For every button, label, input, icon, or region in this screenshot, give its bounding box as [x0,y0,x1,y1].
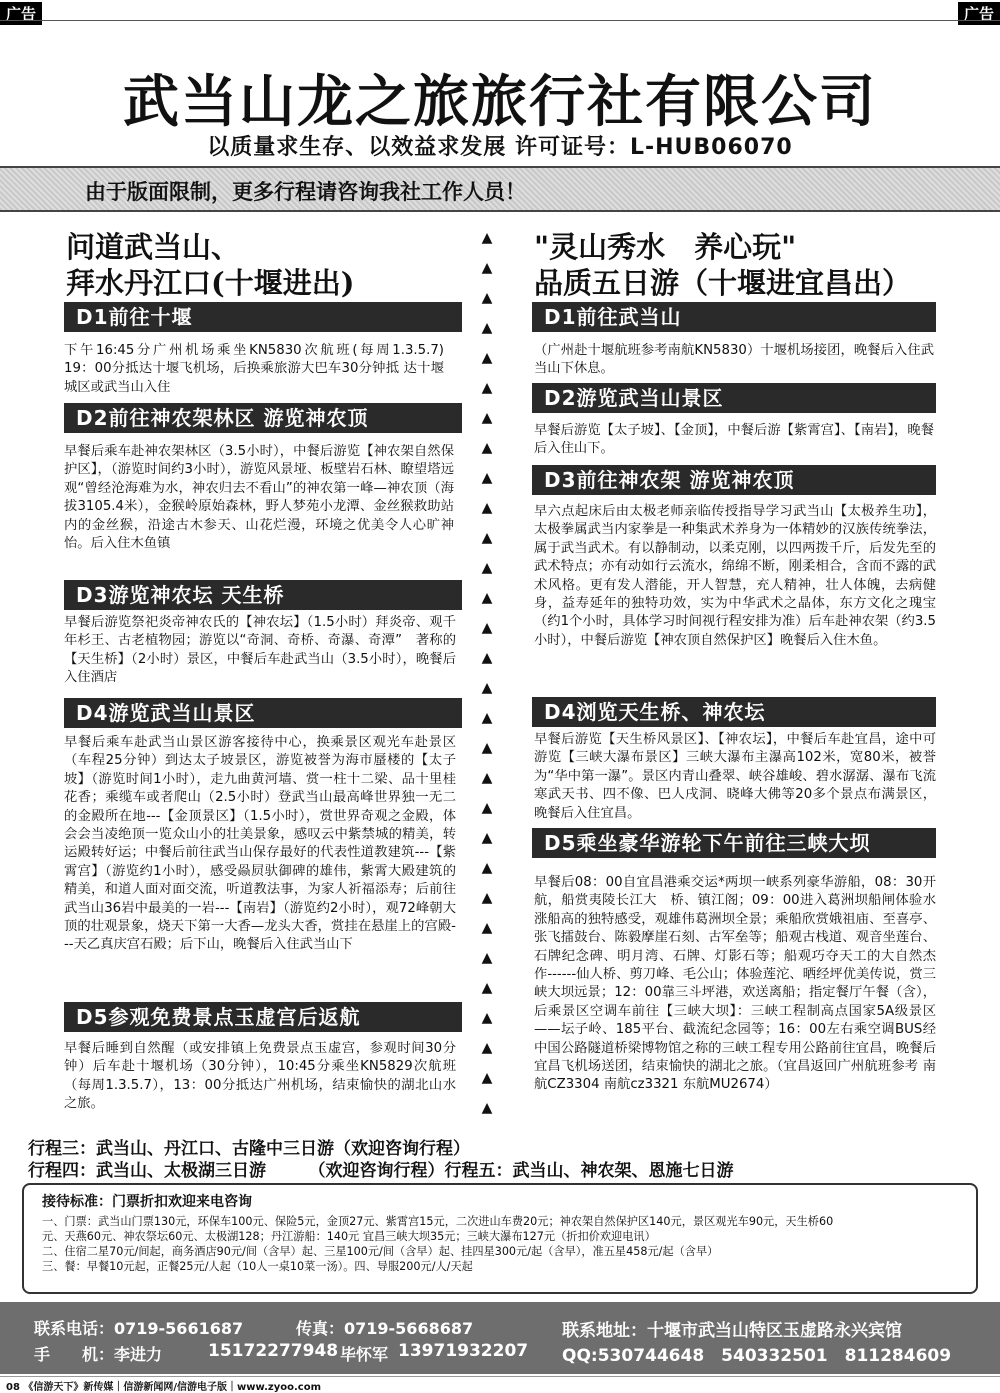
extra-route-line-2: 行程四：武当山、太极湖三日游 （欢迎咨询行程）行程五：武当山、神农架、恩施七日游 [28,1161,734,1181]
right-day5-text: 早餐后08：00自宜昌港乘交运*两坝一峡系列豪华游船，08：30开航，船赏夷陵长江大 桥、镇江阁；09：00进入葛洲坝船闸体验水涨船高的独特感受，观雄伟葛洲坝全景；乘船欣赏娥祖庙、至喜亭、张飞擂鼓台、陈毅摩崖石刻、古军垒等；船观古栈道、观音坐莲台、石牌纪念碑、明月湾、石牌、灯影石等；船观巧夺天工的大自然杰作------仙人桥、剪刀峰、毛公山；体验莲沱、晒经坪优美传说，赏三峡大坝远景；12：00靠三斗坪港，欢送离船；指定餐厅午餐（含），后乘景区空调车前往【三峡大坝】：三峡工程制高点国家5A级景区——坛子岭、185平台、截流纪念园等；16：00左右乘空调BUS经中国公路隧道桥梁博物馆之称的三峡工程专用公路前往宜昌，晚餐后宜昌飞机场送团，结束愉快的湖北之旅。（宜昌返回广州航班参考 南航CZ3304 南航cz3321 东航MU2674） [534,875,936,1093]
up-arrow-icon: ▲ [481,230,493,246]
left-day4-title: D4游览武当山景区 [64,698,462,728]
right-day2-title: D2游览武当山景区 [532,383,936,413]
up-arrow-icon: ▲ [481,860,493,876]
standard-line-3: 二、住宿二星70元/间起，商务酒店90元/间（含早）起、三星100元/间（含早）起、挂四星300元/起（含早），准五星458元/起（含早） [42,1245,719,1258]
left-day5-title: D5参观免费景点玉虚宫后返航 [64,1002,462,1032]
contact-qq: QQ:530744648 540332501 811284609 [562,1346,952,1366]
right-day3-text: 早六点起床后由太极老师亲临传授指导学习武当山【太极养生功】，太极拳属武当内家拳是一种集武术养身为一体精妙的汉族传统拳法，属于武当武术。有以静制动，以柔克刚，以四两拨千斤，后发先至的武术特点；亦有动如行云流水，绵绵不断，刚柔相合，含而不露的武术风格。更有发人潜能，开人智慧，充人精神，壮人体魄，去病健身，益寿延年的独特功效，实为中华武术之晶体，东方文化之瑰宝（约1个小时，具体学习时间视行程安排为准）后车赴神农架（约3.5小时），中餐后游览【神农顶自然保护区】晚餐后入住木鱼。 [534,504,936,648]
page-footer-divider [0,1376,1000,1377]
up-arrow-icon: ▲ [481,260,493,276]
company-slogan: 以质量求生存、以效益求发展 许可证号：L-HUB06070 [207,135,793,160]
standard-line-4: 三、餐：早餐10元起，正餐25元/人起（10人一桌10菜一汤）。四、导服200元/人/天起 [42,1260,473,1273]
up-arrow-icon: ▲ [481,1010,493,1026]
contact-mobile-label: 手 机：李进力 [34,1345,163,1364]
right-title-2: 品质五日游（十堰进宜昌出） [534,266,912,300]
up-arrow-icon: ▲ [481,1040,493,1056]
up-arrow-icon: ▲ [481,290,493,306]
up-arrow-icon: ▲ [481,800,493,816]
up-arrow-icon: ▲ [481,920,493,936]
top-divider [0,20,1000,21]
up-arrow-icon: ▲ [481,380,493,396]
left-day3-title: D3游览神农坛 天生桥 [64,580,462,610]
notice-text: 由于版面限制，更多行程请咨询我社工作人员！ [85,180,526,204]
notice-banner [0,166,1000,212]
up-arrow-icon: ▲ [481,830,493,846]
up-arrow-icon: ▲ [481,410,493,426]
right-day2-text: 早餐后游览【太子坡】、【金顶】，中餐后游【紫霄宫】、【南岩】，晚餐后入住山下。 [534,423,934,457]
up-arrow-icon: ▲ [481,560,493,576]
up-arrow-icon: ▲ [481,620,493,636]
standard-heading: 接待标准：门票折扣欢迎来电咨询 [42,1194,252,1210]
left-day4-text: 早餐后乘车赴武当山景区游客接待中心，换乘景区观光车赴景区（车程25分钟）到达太子坡景区，游览被誉为海市蜃楼的【太子坡】（游览时间1小时），走九曲黄河墙、赏一柱十二梁、品十里桂花香；乘缆车或者爬山（2.5小时）登武当山最高峰世界独一无二的金殿所在地---【金顶景区】（1.5小时），赏世界奇观之金殿，体会会当凌绝顶一览众山小的壮美景象，感叹云中紫禁城的精美，转运殿转好运；中餐后前往武当山保存最好的代表性道教建筑---【紫霄宫】（游览约1小时），感受赑屃驮御碑的雄伟，紫霄大殿建筑的精美，和道人面对面交流，听道教法事，为家人祈福添寿；后前往武当山36岩中最美的一岩---【南岩】（游览约2小时），观72峰朝大顶的壮观景象，烧天下第一大香—龙头大香，赏挂在悬崖上的宫殿---天乙真庆宫石殿；后下山，晚餐后入住武当山下 [64,735,456,953]
left-day1-title: D1前往十堰 [64,302,462,332]
up-arrow-icon: ▲ [481,1100,493,1116]
up-arrow-icon: ▲ [481,890,493,906]
extra-route-line-1: 行程三：武当山、丹江口、古隆中三日游（欢迎咨询行程） [28,1139,470,1159]
up-arrow-icon: ▲ [481,740,493,756]
contact-footer [0,1302,1000,1374]
right-title-1: "灵山秀水 养心玩" [534,230,797,264]
ad-tag-right: 广告 [958,2,1000,25]
left-day2-title: D2前往神农架林区 游览神农顶 [64,403,462,433]
left-day1-text: 下午16:45分广州机场乘坐KN5830次航班(每周1.3.5.7) 19：00分抵达十堰飞机场，后换乘旅游大巴车30分钟抵 达十堰城区或武当山入住 [64,343,471,395]
left-day2-text: 早餐后乘车赴神农架林区（3.5小时），中餐后游览【神农架自然保护区】，（游览时间约3小时），游览风景垭、板壁岩石林、瞭望塔远观“曾经沧海难为水，神农归去不看山”的神农第一峰—神农顶（海拔3105.4米），金猴岭原始森林，野人梦苑小龙潭、金丝猴救助站内的金丝猴，沿途古木参天、山花烂漫，环境之优美令人心旷神怡。后入住木鱼镇 [64,444,454,552]
right-day5-title: D5乘坐豪华游轮下午前往三峡大坝 [532,828,936,858]
up-arrow-icon: ▲ [481,350,493,366]
left-day5-text: 早餐后睡到自然醒（或安排镇上免费景点玉虚宫，参观时间30分钟）后车赴十堰机场（30分钟），10:45分乘坐KN5829次航班（每周1.3.5.7），13：00分抵达广州机场，结束愉快的湖北山水之旅。 [64,1041,456,1112]
ad-tag-left: 广告 [0,2,42,25]
right-day4-text: 早餐后游览【天生桥风景区】、【神农坛】，中餐后车赴宜昌，途中可游览【三峡大瀑布景区】三峡大瀑布主瀑高102米，宽80米，被誉为“华中第一瀑”。景区内青山叠翠、峡谷雄峻、碧水潺潺、瀑布飞流寒武天书、四不像、巴人戌洞、晓峰大佛等20多个景点布满景区，晚餐后入住宜昌。 [534,732,936,821]
contact-tel: 联系电话：0719-5661687 [34,1319,244,1338]
left-day3-text: 早餐后游览祭祀炎帝神农氏的【神农坛】（1.5小时）拜炎帝、观千年杉王、古老植物园；游览以“奇洞、奇桥、奇瀑、奇潭” 著称的【天生桥】（2小时）景区，中餐后车赴武当山（3.5小时），晚餐后入住酒店 [64,615,456,686]
company-title: 武当山龙之旅旅行社有限公司 [123,70,877,135]
up-arrow-icon: ▲ [481,470,493,486]
up-arrow-icon: ▲ [481,1070,493,1086]
contact-mobile-2-label: 毕怀军 [340,1345,389,1364]
right-day4-title: D4浏览天生桥、神农坛 [532,697,936,727]
up-arrow-icon: ▲ [481,680,493,696]
page-footer: 08 《信游天下》新传媒｜信游新闻网/信游电子版｜www.zyoo.com [6,1382,322,1393]
standard-line-2: 元、天燕60元、神农祭坛60元、太极湖128；丹江游船：140元 宜昌三峡大坝35元；三峡大瀑布127元（折扣价欢迎电讯） [42,1230,656,1243]
right-day1-title: D1前往武当山 [532,302,936,332]
up-arrow-icon: ▲ [481,440,493,456]
left-title-2: 拜水丹江口(十堰进出) [66,266,355,300]
up-arrow-icon: ▲ [481,530,493,546]
right-day3-title: D3前往神农架 游览神农顶 [532,465,936,495]
up-arrow-icon: ▲ [481,980,493,996]
up-arrow-icon: ▲ [481,320,493,336]
reception-standard-box [22,1183,978,1294]
up-arrow-icon: ▲ [481,950,493,966]
contact-mobile-1: 15172277948 [208,1341,339,1361]
contact-mobile-2: 13971932207 [398,1341,529,1361]
right-day1-text: （广州赴十堰航班参考南航KN5830）十堰机场接团，晚餐后入住武当山下休息。 [534,343,934,377]
contact-address: 联系地址：十堰市武当山特区玉虚路永兴宾馆 [562,1321,902,1341]
left-title-1: 问道武当山、 [66,230,241,264]
standard-line-1: 一、门票：武当山门票130元，环保车100元、保险5元，金顶27元、紫霄宫15元，二次进山车费20元；神农架自然保护区140元，景区观光车90元，天生桥60 [42,1215,834,1228]
up-arrow-icon: ▲ [481,710,493,726]
up-arrow-icon: ▲ [481,770,493,786]
contact-fax: 传真：0719-5668687 [296,1319,474,1338]
up-arrow-icon: ▲ [481,590,493,606]
up-arrow-icon: ▲ [481,650,493,666]
up-arrow-icon: ▲ [481,500,493,516]
